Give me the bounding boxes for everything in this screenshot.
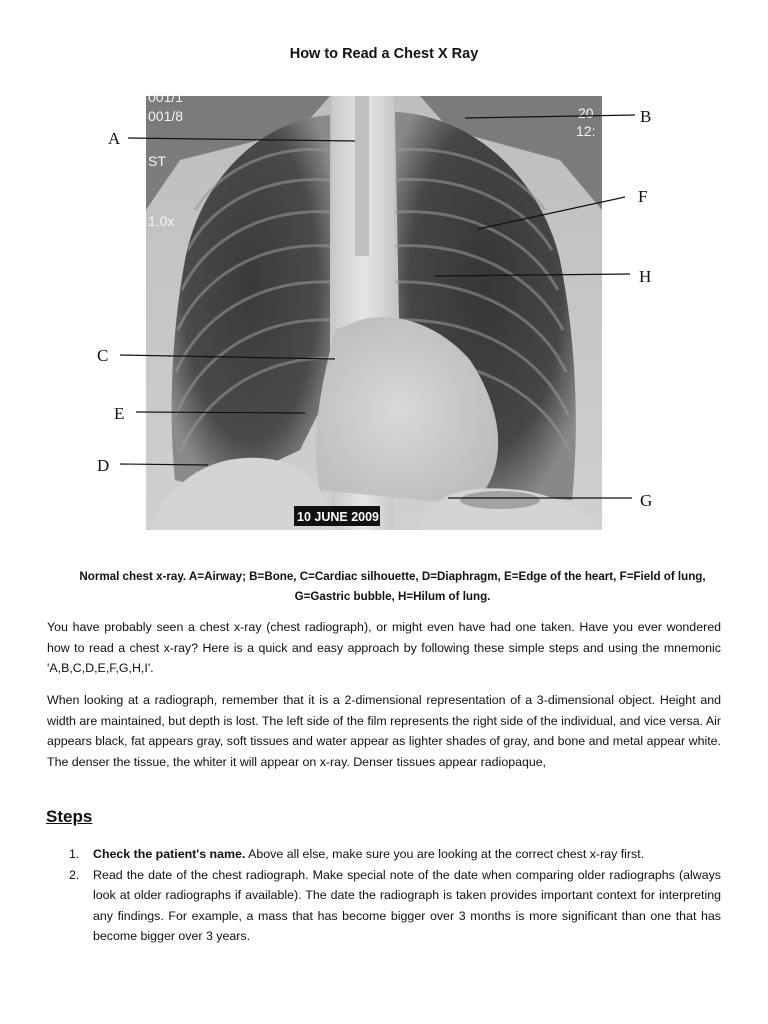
film-text-top-2: 001/8 bbox=[148, 108, 184, 124]
label-c: C bbox=[97, 346, 109, 365]
chest-xray-diagram bbox=[0, 90, 768, 540]
radiograph-paragraph: When looking at a radiograph, remember that it is a 2-dimensional representation of a 3-dimensional object. Height and width are maintained, but depth is lost. The left side of the film represents the right side of the individual, and vice versa. Air appears black, fat appears gray, soft tissues and water appear as lighter shades of gray, and bone and metal appear white. The denser the tissue, the whiter it will appear on x-ray. Denser tissues appear radiopaque, bbox=[47, 693, 721, 769]
intro-paragraph: You have probably seen a chest x-ray (chest radiograph), or might even have had one taken. Have you ever wondered how to read a chest x-ray? Here is a quick and easy approach by following these simple steps and using the mnemonic 'A,B,C,D,E,F,G,H,I'. bbox=[47, 620, 721, 676]
date-stamp: 10 JUNE 2009 bbox=[297, 510, 380, 524]
film-text-left-mid: ST bbox=[148, 153, 166, 169]
page-title: How to Read a Chest X Ray bbox=[289, 46, 479, 62]
step-item bbox=[47, 844, 721, 865]
steps-list bbox=[47, 844, 721, 947]
film-text-zoom: 1.0x bbox=[148, 213, 175, 229]
label-f: F bbox=[638, 187, 648, 206]
label-a: A bbox=[108, 129, 121, 148]
step-number: 2. bbox=[69, 867, 80, 882]
caption-line-1: Normal chest x-ray. A=Airway; B=Bone, C=Cardiac silhouette, D=Diaphragm, E=Edge of the heart, F=Field of lung, bbox=[79, 570, 706, 583]
film-text-right-1: 20 bbox=[578, 105, 594, 121]
trachea bbox=[355, 96, 369, 256]
label-b: B bbox=[640, 107, 652, 126]
step-item bbox=[47, 865, 721, 947]
steps-heading: Steps bbox=[46, 807, 93, 826]
step-text: Read the date of the chest radiograph. Make special note of the date when comparing older radiographs (always look at older radiographs if available). The date the radiograph is taken provides important context for interpreting any findings. For example, a mass that has become bigger over 3 months is more significant than one that has become bigger over 3 years. bbox=[93, 867, 721, 944]
step-bold-text: Check the patient's name. bbox=[93, 847, 246, 861]
step-number: 1. bbox=[69, 847, 80, 861]
label-g: G bbox=[640, 491, 653, 510]
film-text-right-2: 12: bbox=[576, 123, 596, 139]
figure-caption bbox=[60, 567, 725, 607]
chest-xray-figure bbox=[0, 90, 768, 540]
label-d: D bbox=[97, 456, 110, 475]
label-h: H bbox=[639, 267, 652, 286]
step-text: Above all else, make sure you are looking at the correct chest x-ray first. bbox=[245, 847, 645, 861]
film-text-top-1: 001/1 bbox=[148, 90, 184, 105]
label-e: E bbox=[114, 404, 125, 423]
gastric-bubble bbox=[460, 491, 540, 509]
caption-line-2: G=Gastric bubble, H=Hilum of lung. bbox=[294, 590, 491, 603]
